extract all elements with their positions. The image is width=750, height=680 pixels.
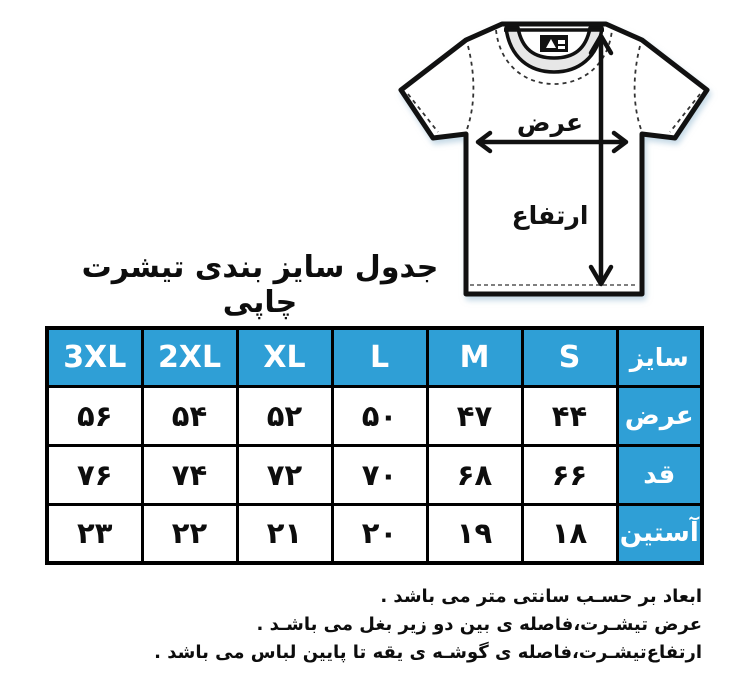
size-cell: ۷۴ xyxy=(142,445,237,504)
size-cell: ۶۶ xyxy=(522,445,617,504)
table-row-width xyxy=(47,386,702,445)
note-units: ابعاد بر حسـب سانتی متر می باشد . xyxy=(380,586,702,607)
row-label-sleeve: آستین xyxy=(617,504,702,563)
header-cell-3xl: 3XL xyxy=(47,328,142,386)
size-cell: ۵۶ xyxy=(47,386,142,445)
table-row-sleeve xyxy=(47,504,702,563)
page-title: جدول سایز بندی تیشرت چاپی xyxy=(81,250,439,320)
size-cell: ۵۴ xyxy=(142,386,237,445)
size-cell: ۶۸ xyxy=(427,445,522,504)
size-cell: ۷۲ xyxy=(237,445,332,504)
size-cell: ۴۴ xyxy=(522,386,617,445)
size-cell: ۱۹ xyxy=(427,504,522,563)
size-cell: ۲۲ xyxy=(142,504,237,563)
size-cell: ۱۸ xyxy=(522,504,617,563)
size-cell: ۲۰ xyxy=(332,504,427,563)
header-cell-m: M xyxy=(427,328,522,386)
header-cell-2xl: 2XL xyxy=(142,328,237,386)
size-cell: ۷۰ xyxy=(332,445,427,504)
row-label-length: قد xyxy=(617,445,702,504)
width-arrow-label: عرض xyxy=(516,108,584,137)
note-width-definition: عرض تیشـرت،فاصله ی بین دو زیر بغل می باشـد . xyxy=(256,614,702,635)
brand-tag xyxy=(540,35,568,52)
size-cell: ۲۳ xyxy=(47,504,142,563)
size-cell: ۲۱ xyxy=(237,504,332,563)
size-cell: ۷۶ xyxy=(47,445,142,504)
size-table xyxy=(45,326,704,565)
header-cell-l: L xyxy=(332,328,427,386)
row-label-width: عرض xyxy=(617,386,702,445)
table-header-row xyxy=(47,328,702,386)
footnotes xyxy=(142,583,702,667)
size-cell: ۴۷ xyxy=(427,386,522,445)
header-cell-xl: XL xyxy=(237,328,332,386)
size-cell: ۵۰ xyxy=(332,386,427,445)
header-cell-size-label: سایز xyxy=(617,328,702,386)
note-height-definition: ارتفاع‌تیشـرت،فاصله ی گوشـه ی یقه تا پایین لباس می باشد . xyxy=(154,642,702,663)
header-cell-s: S xyxy=(522,328,617,386)
size-cell: ۵۲ xyxy=(237,386,332,445)
height-arrow-label: ارتفاع xyxy=(511,201,589,230)
table-row-length xyxy=(47,445,702,504)
